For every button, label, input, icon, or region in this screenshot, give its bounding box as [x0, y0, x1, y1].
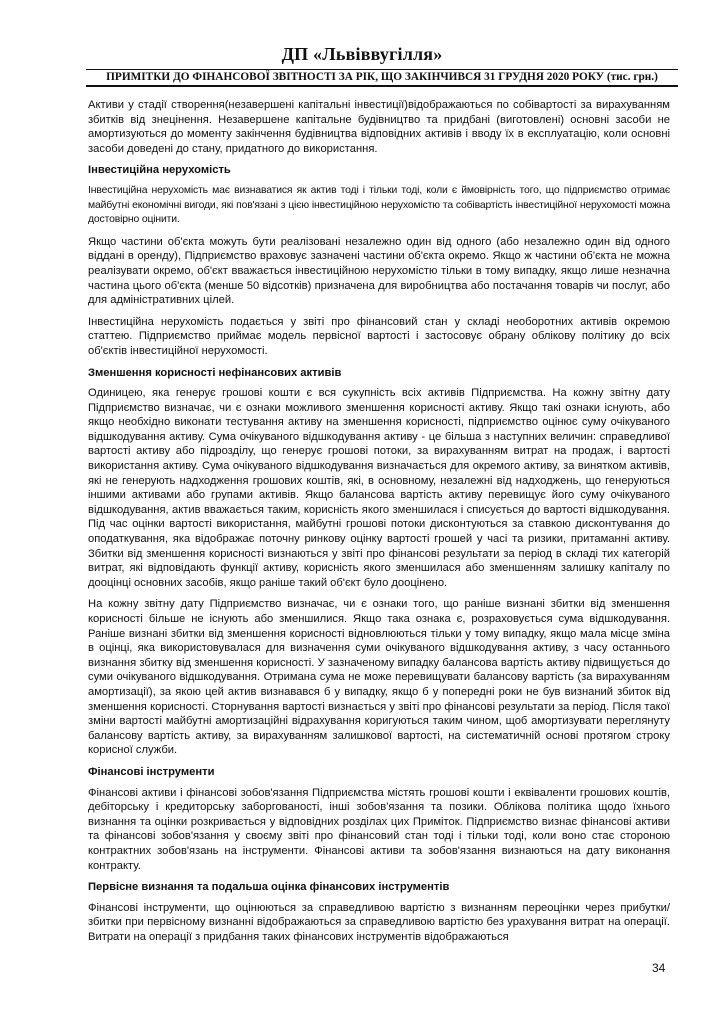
header-rule-top — [86, 69, 678, 70]
paragraph-impairment-1: Одиницею, яка генерує грошові кошти є вся сукупність всіх активів Підприємства. На кожну звітну дату Підприємство визначає, чи є ознаки можливого зменшення корисності активу. Якщо такі ознаки існують, або якщо необхідно виконати тестування активу на зменшення корисності, підприємство оцінює суму очікуваного відшкодування активу. Сума очікуваного відшкодування активу - це більша з наступних величин: справедливої вартості активу або підрозділу, що генерує грошові потоки, за вирахуванням витрат на продаж, і вартості використання активу. Сума очікуваного відшкодування визначається для окремого активу, за винятком активів, які не генерують надходження грошових коштів, які, в основному, незалежні від надходжень, що генеруються іншими активами або групами активів. Якщо балансова вартість активу перевищує його суму очікуваного відшкодування, актив вважається таким, корисність якого зменшилася і списується до вартості відшкодування. Під час оцінки вартості використання, майбутні грошові потоки дисконтуються за ставкою дисконтування до оподаткування, яка відображає поточну ринкову оцінку вартості грошей у часі та ризики, притаманні активу. Збитки від зменшення корисності визнаються у звіті про фінансові результати за період в складі тих категорій витрат, які відповідають функції активу, корисність якого зменшилася або зменшенням залишку капіталу по дооцінці основних засобів, якщо раніше такий об'єкт було дооцінено. — [88, 387, 670, 589]
heading-initial-recognition: Первісне визнання та подальша оцінка фінансових інструментів — [88, 881, 450, 894]
page-number: 34 — [652, 961, 666, 975]
paragraph-investment-property-2: Якщо частини об'єкта можуть бути реалізовані незалежно один від одного (або незалежно один від одного віддані в оренду), Підприємство враховує зазначені частини об'єкта окремо. Якщо ж частини об'єкта не можна реалізувати окремо, об'єкт вважається інвестиційною нерухомістю тільки в тому випадку, якщо лише незначна частина цього об'єкта (менше 50 відсотків) призначена для виробництва або постачання товарів чи послуг, або для адміністративних цілей. — [88, 235, 670, 307]
paragraph-investment-property-1: Інвестиційна нерухомість має визнаватися як актив тоді і тільки тоді, коли є ймовірність того, що підприємство отримає майбутні економічні вигоди, які пов'язані з цією інвестиційною нерухомістю та собівартість інвестиційної нерухомості можна достовірно оцінити. — [88, 184, 670, 226]
paragraph-impairment-2: На кожну звітну дату Підприємство визначає, чи є ознаки того, що раніше визнані збитки від зменшення корисності більше не існують або зменшилися. Якщо така ознака є, розраховується сума відшкодування. Раніше визнані збитки від зменшення корисності відновлюються тільки у тому випадку, якщо мала місце зміна в оцінці, яка використовувалася для визначення суми очікуваного відшкодування активу, з часу останнього визнання збитку від зменшення корисності. У зазначеному випадку балансова вартість активу підвищується до суми очікуваного відшкодування. Отримана сума не може перевищувати балансову вартість (за вирахуванням амортизації), за якою цей актив визнавався б у випадку, якщо б у попередні роки не був визнаний збиток від зменшення корисності. Сторнування вартості визнається у звіті про фінансові результати за період. Після такої зміни вартості майбутні амортизаційні відрахування коригуються таким чином, щоб амортизувати переглянуту балансову вартість активу, за вирахуванням залишкової вартості, на систематичній основі протягом строку корисної служби. — [88, 598, 670, 757]
heading-financial-instruments: Фінансові інструменти — [88, 765, 215, 778]
notes-subtitle: ПРИМІТКИ ДО ФІНАНСОВОЇ ЗВІТНОСТІ ЗА РІК, ЩО ЗАКІНЧИВСЯ 31 ГРУДНЯ 2020 РОКУ (тис. грн.) — [106, 71, 658, 83]
heading-impairment: Зменшення корисності нефінансових активів — [88, 366, 342, 379]
heading-investment-property: Інвестиційна нерухомість — [88, 164, 231, 177]
document-body — [88, 98, 670, 951]
paragraph-financial-instruments-1: Фінансові активи і фінансові зобов'язання Підприємства містять грошові кошти і еквіваленти грошових коштів, дебіторську і кредиторську заборгованості, інші зобов'язання та позики. Облікова політика щодо їхнього визнання та оцінки розкривається у відповідних розділах цих Приміток. Підприємство визнає фінансові активи та фінансові зобов'язання у своєму звіті про фінансовий стан тоді і тільки тоді, коли воно стає стороною контрактних зобов'язань на інструменти. Фінансові активи та зобов'язання визнаються на дату виконання контракту. — [88, 786, 670, 872]
paragraph-investment-property-3: Інвестиційна нерухомість подається у звіті про фінансовий стан у складі необоротних активів окремою статтею. Підприємство приймає модель первісної вартості і застосовує обрану облікову політику до всіх об'єктів інвестиційної нерухомості. — [88, 315, 670, 357]
company-title: ДП «Львіввугілля» — [281, 44, 443, 64]
paragraph-capital-investments: Активи у стадії створення(незавершені капітальні інвестиції)відображаються по собівартості за вирахуванням збитків від знецінення. Незавершене капітальне будівництво та придбані (виготовлені) основні засоби не амортизуються до моменту закінчення будівництва відповідних активів і вводу їх в експлуатацію, коли основні засоби доведені до стану, придатного до використання. — [88, 99, 670, 155]
paragraph-initial-recognition-1: Фінансові інструменти, що оцінюються за справедливою вартістю з визнанням переоцінки через прибутки/збитки при первісному визнанні відображаються за справедливою вартістю без урахування витрат на операції. Витрати на операції з придбання таких фінансових інструментів відображаються — [88, 901, 670, 943]
header-rule-bottom — [86, 85, 678, 87]
